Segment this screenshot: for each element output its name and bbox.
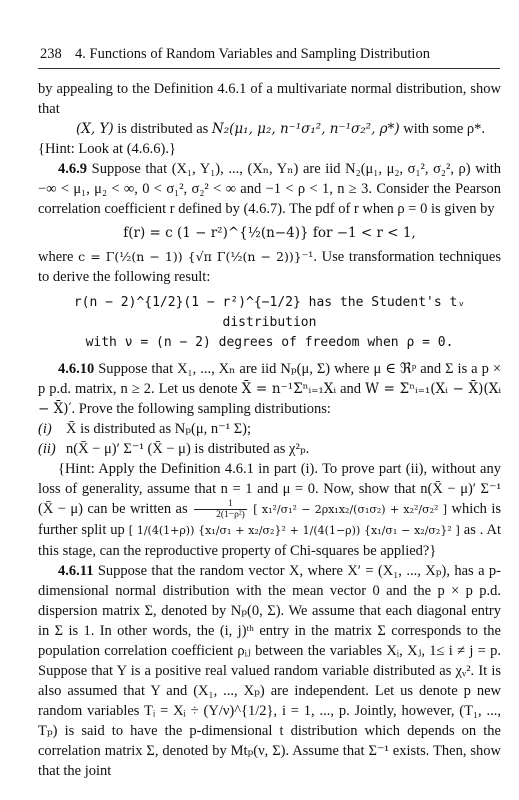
header-rule (38, 68, 500, 69)
chapter-title: 4. Functions of Random Variables and Sampling Distribution (75, 46, 430, 62)
result-line-2: with ν = (n − 2) degrees of freedom when ρ = 0. (85, 335, 454, 350)
fraction-one-over: $\frac{1}{\text{2(1−ρ²)}}$ (194, 499, 247, 520)
result-line-1: r(n − 2)^{1/2}(1 − r²)^{−1/2} has the Student's tᵥ distribution (73, 295, 466, 330)
exercise-text: Suppose that (X₁, Y₁), ..., (Xₙ, Yₙ) are iid N₂(μ₁, μ₂, σ₁², σ₂², ρ) with −∞ < μ₁, μ₂ < ∞, 0 < σ₁², σ₂² < ∞ and −1 < ρ < 1, n ≥ 3. Consider the Pearson correlation coefficient r defined by (4.6.7). The pdf of r when ρ = 0 is given by (38, 161, 502, 217)
exercise-4-6-9 (38, 159, 501, 219)
eq-xbar: X̄ = n⁻¹Σⁿᵢ₌₁Xᵢ (241, 381, 337, 397)
paragraph-intro: by appealing to the Definition 4.6.1 of a multivariate normal distribution, show that (38, 81, 501, 117)
eq-c: c = Γ(½(n − 1)) {√π Γ(½(n − 2))}⁻¹ (78, 249, 314, 264)
eq-tail: with some ρ*. (403, 121, 485, 137)
eq-tail: . Use transformation techniques to derive the following result: (38, 249, 502, 285)
eq-xy: (X, Y) (76, 121, 114, 137)
equation-pdf-r: f(r) = c (1 − r²)^{½(n−4)} for −1 < r < 1, (123, 225, 416, 241)
exercise-4-6-11 (38, 561, 501, 781)
eq-quadratic-form: [ x₁²/σ₁² − 2ρx₁x₂/(σ₁σ₂) + x₂²/σ₂² ] (253, 503, 448, 516)
exercise-number: 4.6.11 (58, 563, 94, 580)
eq-n2: N₂(μ₁, μ₂, n⁻¹σ₁², n⁻¹σ₂², ρ*) (211, 121, 400, 137)
eq-and: and (340, 381, 362, 397)
hint-text-split: which is further split up (38, 501, 502, 539)
eq-text: is distributed as (117, 121, 209, 137)
exercise-number: 4.6.10 (58, 361, 95, 377)
eq-w: W = Σⁿᵢ₌₁(Xᵢ − X̄)(Xᵢ − X̄)′ (38, 381, 502, 417)
exercise-text: Suppose that X₁, ..., Xₙ are iid Nₚ(μ, Σ) where μ ∈ ℜᵖ and Σ is a p × p p.d. matrix, n ≥ 2. Let us denote (38, 361, 501, 397)
exercise-number: 4.6.9 (58, 161, 87, 177)
eq-split-form: [ 1/(4(1+ρ)) {x₁/σ₁ + x₂/σ₂}² + 1/(4(1−ρ)) {x₁/σ₁ − x₂/σ₂}² ] (128, 524, 460, 538)
running-header (40, 46, 500, 70)
eq-lead: where (38, 249, 74, 265)
exercise-4-6-10 (38, 359, 501, 419)
equation-constant-c (38, 247, 501, 287)
exercise-text: Suppose that the random vector X, where X′ = (X₁, ..., Xₚ), has a p-dimensional normal distribution with the mean vector 0 and the p × p p.d. dispersion matrix Σ, denoted by Nₚ(0, Σ). We assume that each diagonal entry in Σ is 1. In other words, the (i, j)ᵗʰ entry in the matrix Σ corresponds to the population correlation coefficient ρᵢⱼ between the variables Xᵢ, Xⱼ, 1≤ i ≠ j = p. Suppose that Y is a positive real valued random variable distributed as χᵥ². It is also assumed that Y and (X₁, ..., Xₚ) are independent. Let us denote p new random variables Tᵢ = Xᵢ ÷ (Y/ν)^{1/2}, i = 1, ..., p. Jointly, however, (T₁, ..., Tₚ) is said to have the p-dimensional t distribution which depends on the correlation matrix Σ, denoted by Mtₚ(ν, Σ). Assume that Σ⁻¹ exists. Then, show that the joint (38, 563, 501, 780)
hint-1: {Hint: Look at (4.6.6).} (38, 141, 176, 157)
list-item-i (38, 419, 501, 439)
item-label: (ii) (38, 441, 56, 457)
item-text: n(X̄ − μ)′ Σ⁻¹ (X̄ − μ) is distributed as χ²ₚ. (66, 441, 310, 457)
equation-xy-distribution (38, 119, 501, 139)
exercise-tail: . Prove the following sampling distributions: (71, 401, 331, 417)
list-item-ii (38, 439, 501, 459)
item-label: (i) (38, 421, 52, 437)
page-body (38, 79, 501, 781)
hint-2 (38, 459, 501, 561)
hint-tail: as . At this stage, can the reproductive property of Chi-squares be applied?} (38, 522, 502, 560)
page-number: 238 (40, 46, 62, 62)
item-text: X̄ is distributed as Nₚ(μ, n⁻¹ Σ); (66, 421, 252, 437)
hint-text: {Hint: Apply the Definition 4.6.1 in part (i). To prove part (ii), without any loss of generality, assume that n = 1 and μ = 0. Now, show that n(X̄ − μ)′ Σ⁻¹ (X̄ − μ) can be written as (38, 461, 501, 517)
